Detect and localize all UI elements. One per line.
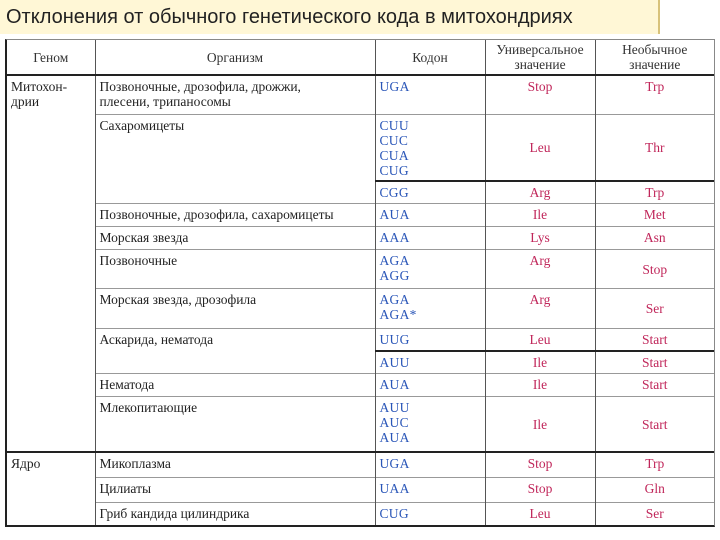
universal-cell: Leu [485, 114, 595, 181]
table-row [7, 328, 714, 351]
unusual-cell: Start [595, 328, 714, 351]
header-codon: Кодон [375, 40, 485, 75]
codon-cell [375, 227, 485, 250]
universal-cell: Ile [485, 204, 595, 227]
slide-title: Отклонения от обычного генетического кода в митохондриях [0, 0, 660, 34]
codon: AUU [379, 354, 410, 370]
organism-cell: Позвоночные [95, 249, 375, 288]
table-row [7, 204, 714, 227]
unusual-cell: Start [595, 351, 714, 374]
table-row [7, 227, 714, 250]
codon: AUA [379, 430, 410, 446]
codon-cell [375, 397, 485, 453]
codon-cell [375, 75, 485, 114]
codon: AGA [379, 252, 410, 268]
table-row [7, 452, 714, 477]
table-row [7, 75, 714, 114]
universal-cell: Ile [485, 351, 595, 374]
universal-cell: Stop [485, 452, 595, 477]
universal-cell: Ile [485, 374, 595, 397]
organism-cell: Цилиаты [95, 477, 375, 502]
organism-cell: Нематода [95, 374, 375, 397]
organism-cell: Млекопитающие [95, 397, 375, 453]
header-organism: Организм [95, 40, 375, 75]
table-header-row [7, 40, 714, 75]
codon: AAA [379, 230, 410, 246]
codon: UGA [379, 456, 410, 472]
header-unusual-line1: Необычное [622, 42, 688, 57]
unusual-cell: Met [595, 204, 714, 227]
table-row [7, 249, 714, 288]
organism-cell: Морская звезда, дрозофила [95, 289, 375, 328]
table-row [7, 502, 714, 525]
codon: AGA* [379, 307, 417, 323]
codon: CUU [379, 117, 409, 133]
unusual-cell: Thr [595, 114, 714, 181]
codon-cell [375, 204, 485, 227]
codon: AGA [379, 292, 410, 308]
codon: UAA [379, 480, 410, 496]
codon: CUA [379, 147, 409, 163]
organism-cell: Позвоночные, дрозофила, сахаромицеты [95, 204, 375, 227]
unusual-cell: Start [595, 397, 714, 453]
table-row [7, 114, 714, 181]
genetic-code-table [5, 39, 715, 527]
header-unusual-line2: значение [629, 57, 681, 72]
table-row [7, 289, 714, 328]
universal-cell: Arg [485, 249, 595, 288]
unusual-cell: Asn [595, 227, 714, 250]
header-universal [485, 40, 595, 75]
codon-cell [375, 181, 485, 204]
genome-nucleus: Ядро [7, 452, 95, 525]
universal-cell: Lys [485, 227, 595, 250]
codon: UGA [379, 79, 410, 94]
codon-cell [375, 502, 485, 525]
organism-cell: Сахаромицеты [95, 114, 375, 204]
codon-cell [375, 374, 485, 397]
organism-line: плесени, трипаносомы [99, 94, 231, 109]
organism-cell: Гриб кандида цилиндрика [95, 502, 375, 525]
genome-mitochondria [7, 75, 95, 452]
codon-cell [375, 452, 485, 477]
codon-cell [375, 477, 485, 502]
codon: CUG [379, 505, 409, 521]
codon: AGG [379, 267, 410, 283]
table-row [7, 397, 714, 453]
universal-cell: Arg [485, 289, 595, 328]
unusual-cell: Gln [595, 477, 714, 502]
header-universal-line1: Универсальное [496, 42, 584, 57]
organism-cell: Микоплазма [95, 452, 375, 477]
codon: AUA [379, 377, 410, 393]
genome-mito-line1: Митохон- [11, 79, 68, 94]
codon: CGG [379, 185, 409, 201]
codon: CUC [379, 132, 409, 148]
unusual-cell: Ser [595, 289, 714, 328]
codon-cell [375, 289, 485, 328]
header-unusual [595, 40, 714, 75]
unusual-cell: Ser [595, 502, 714, 525]
unusual-cell: Start [595, 374, 714, 397]
codon: AUA [379, 207, 410, 223]
organism-cell: Аскарида, нематода [95, 328, 375, 374]
codon: AUC [379, 415, 409, 431]
unusual-cell: Trp [595, 181, 714, 204]
universal-cell: Stop [485, 477, 595, 502]
genome-mito-line2: дрии [11, 94, 40, 109]
organism-cell: Морская звезда [95, 227, 375, 250]
codon-cell [375, 351, 485, 374]
universal-cell: Leu [485, 502, 595, 525]
codon-cell [375, 249, 485, 288]
universal-cell: Arg [485, 181, 595, 204]
codon: UUG [379, 331, 410, 347]
universal-cell: Stop [485, 75, 595, 114]
universal-cell: Leu [485, 328, 595, 351]
codon: AUU [379, 400, 410, 416]
unusual-cell: Trp [595, 75, 714, 114]
organism-cell [95, 75, 375, 114]
table-row [7, 477, 714, 502]
header-genome: Геном [7, 40, 95, 75]
unusual-cell: Stop [595, 249, 714, 288]
table-row [7, 374, 714, 397]
universal-cell: Ile [485, 397, 595, 453]
header-universal-line2: значение [514, 57, 566, 72]
codon: CUG [379, 162, 409, 178]
codon-cell [375, 114, 485, 181]
organism-line: Позвоночные, дрозофила, дрожжи, [99, 79, 301, 94]
unusual-cell: Trp [595, 452, 714, 477]
codon-cell [375, 328, 485, 351]
